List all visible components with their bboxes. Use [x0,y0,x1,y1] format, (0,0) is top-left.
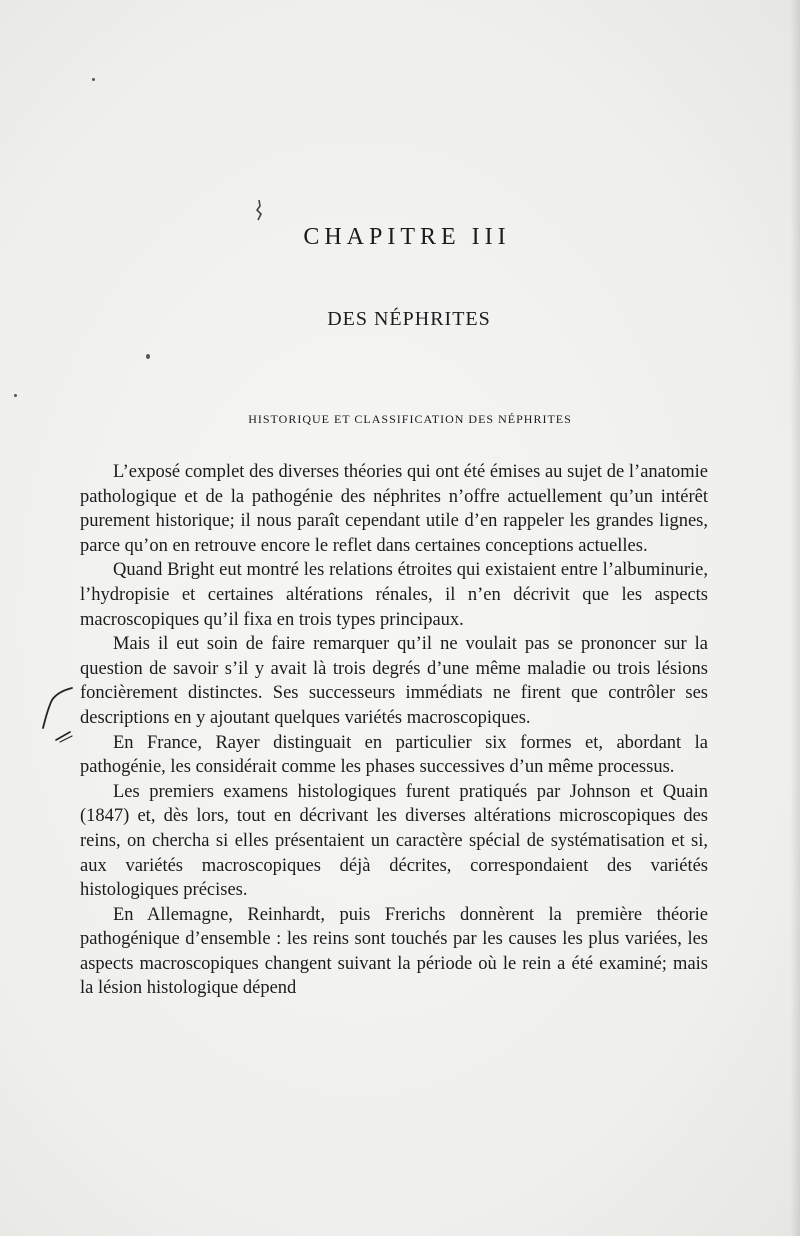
page-edge-shadow [790,0,800,1236]
paragraph: En France, Rayer distinguait en particulier six formes et, abordant la pathogénie, les considérait comme les phases successives d’un même processus. [80,732,708,778]
body-text [80,460,708,1001]
ink-speck [14,394,17,397]
paragraph: Mais il eut soin de faire remarquer qu’il ne voulait pas se prononcer sur la question de savoir s’il y avait là trois degrés d’une même maladie ou trois lésions foncièrement distinctes. Ses successeurs immédiats ne firent que contrôler ses descriptions en y ajoutant quelques variétés macroscopiques. [80,634,708,728]
chapter-title: DES NÉPHRITES [327,308,491,330]
paragraph: En Allemagne, Reinhardt, puis Frerichs donnèrent la première théorie pathogénique d’ensemble : les reins sont touchés par les causes les plus variées, les aspects macroscopiques changent suivant la période où le rein a été examiné; mais la lésion histologique dépend [80,904,708,999]
paragraph: Quand Bright eut montré les relations étroites qui existaient entre l’albuminurie, l’hydropisie et certaines altérations rénales, il n’en décrivit que les aspects macroscopiques qu’il fixa en trois types principaux. [80,560,708,630]
ink-blot [252,198,266,224]
paragraph: Les premiers examens histologiques furent pratiqués par Johnson et Quain (1847) et, dès lors, tout en décrivant les diverses altérations microscopiques des reins, on chercha si elles présentaient un caractère spécial de systématisation et si, aux variétés macroscopiques déjà décrites, correspondaient des variétés histologiques précises. [80,781,708,901]
chapter-heading: CHAPITRE III [303,224,511,250]
ink-speck [92,78,95,81]
section-heading: HISTORIQUE ET CLASSIFICATION DES NÉPHRITES [248,412,572,426]
ink-speck [146,354,150,359]
paragraph: L’exposé complet des diverses théories qui ont été émises au sujet de l’anatomie pathologique et de la pathogénie des néphrites n’offre actuellement qu’un intérêt purement historique; il nous paraît cependant utile d’en rappeler les grandes lignes, parce qu’on en retrouve encore le reflet dans certaines conceptions actuelles. [80,462,708,556]
